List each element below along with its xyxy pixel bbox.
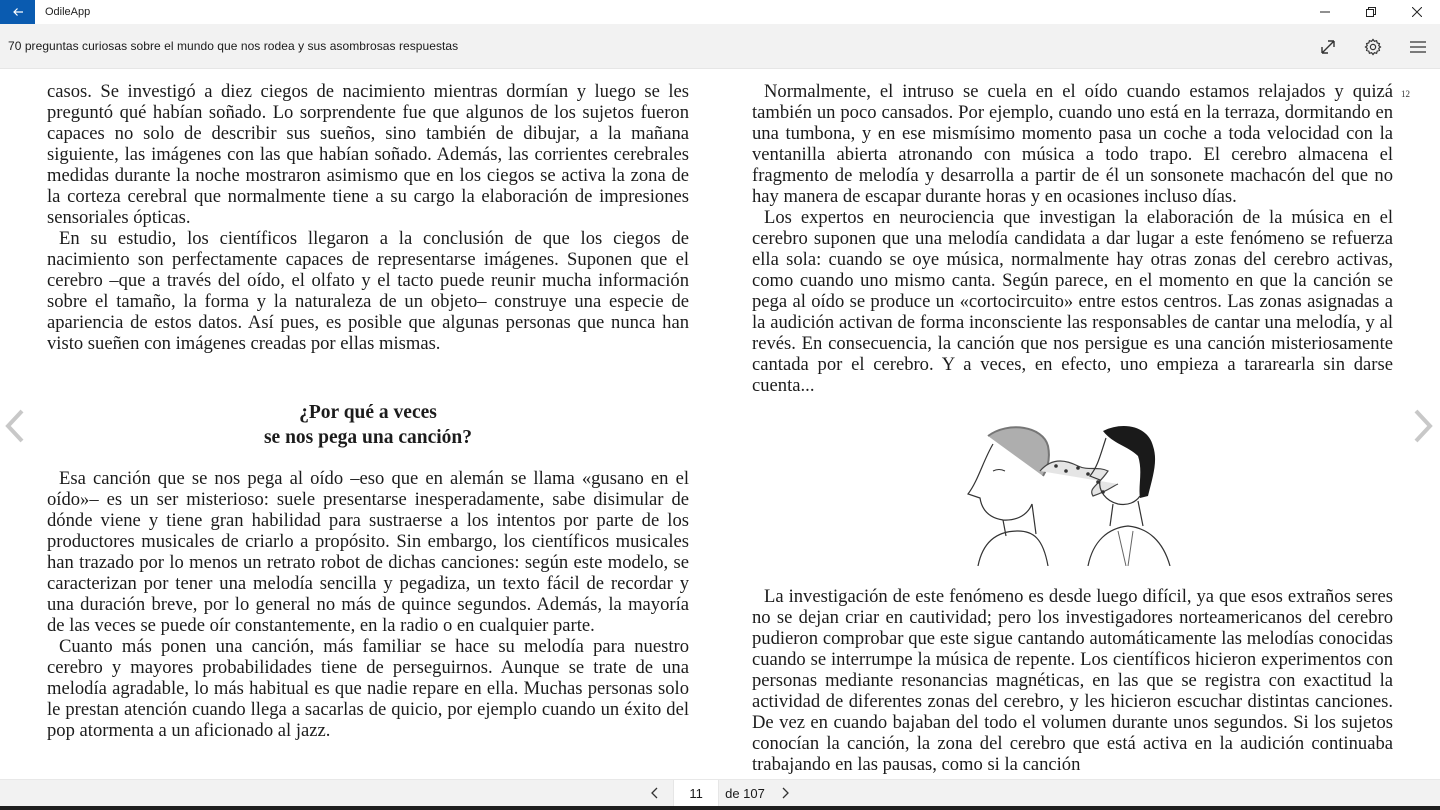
title-bar [0,0,1440,24]
back-arrow-icon [12,6,24,18]
back-button[interactable] [0,0,35,24]
pager [639,780,801,807]
toolbar-actions [1305,24,1440,69]
book-title: 70 preguntas curiosas sobre el mundo que nos rodea y sus asombrosas respuestas [8,39,459,53]
minimize-icon [1320,7,1330,17]
page-number: 12 [1401,89,1410,99]
previous-page-arrow[interactable] [0,406,30,446]
chevron-right-icon [782,787,790,799]
expand-diagonal-icon [1319,38,1337,56]
restore-icon [1366,7,1376,17]
fullscreen-button[interactable] [1305,24,1350,69]
toolbar [0,24,1440,69]
heading-line: se nos pega una canción? [263,427,473,448]
paragraph: Los expertos en neurociencia que investigan la elaboración de la música en el cerebro suponen que una melodía candidata a dar lugar a este fenómeno se refuerza ella sola: cuando se oye música, normalmente hay otras zonas del cerebro activas, como cuando uno mismo canta. Según parece, en el momento en que la canción se pega al oído se produce un «cortocircuito» entre estos centros. Las zonas asignadas a la audición activan de forma inconsciente las responsables de cantar una melodía, y al revés. En consecuencia, la canción que nos persigue es una canción misteriosamente cantada por el cerebro. Y a veces, en efecto, uno empieza a tararearla sin darse cuenta... [752,207,1393,396]
next-page-arrow[interactable] [1408,406,1438,446]
settings-button[interactable] [1350,24,1395,69]
paragraph: La investigación de este fenómeno es desde luego difícil, ya que esos extraños seres no se dejan criar en cautividad; pero los investigadores norteamericanos del cerebro pudieron comprobar que este sigue cantando automáticamente las melodías conocidas cuando se interrumpe la música de repente. Los científicos hicieron experimentos con personas mediante resonancias magnéticas, en las que se registra con exactitud la actividad de diferentes zonas del cerebro, y les hicieron escuchar distintas canciones. De vez en cuando bajaban del todo el volumen durante unos segundos. Si los sujetos conocían la canción, la zona del cerebro que está activa en la audición continuaba trabajando en las pausas, como si la canción [752,586,1393,775]
illustration-image [948,416,1198,566]
app-title: OdileApp [45,6,91,18]
chevron-left-icon [650,787,658,799]
page-number-input[interactable] [673,780,719,806]
menu-button[interactable] [1395,24,1440,69]
paragraph: Esa canción que se nos pega al oído –eso que en alemán se llama «gusano en el oído»– es un ser misterioso: suele presentarse inesperadamente, sabe disimular de dónde viene y tiene gran habilidad para sustraerse a los intentos por parte de los productores musicales de criarlo a propósito. Sin embargo, los científicos musicales han trazado por lo menos un retrato robot de dichas canciones: según este modelo, se caracterizan por tener una melodía sencilla y pegadiza, un texto fácil de recordar y una duración breve, por lo general no más de quince segundos. Además, la mayoría de las veces se puede oír constantemente, en la radio o en cualquier parte. [47,468,689,636]
pager-bar [0,779,1440,806]
gear-icon [1364,38,1382,56]
taskbar-edge [0,806,1440,810]
right-page [752,81,1393,775]
minimize-button[interactable] [1302,0,1348,24]
close-icon [1412,7,1422,17]
hamburger-icon [1409,38,1427,56]
close-button[interactable] [1394,0,1440,24]
reader-area [0,69,1440,779]
chevron-right-icon [1412,409,1434,443]
chevron-left-icon [4,409,26,443]
paragraph: casos. Se investigó a diez ciegos de nacimiento mientras dormían y luego se les preguntó qué habían soñado. Lo sorprendente fue que algunos de los sujetos fueron capaces no solo de describir sus sueños, sino también de dibujar, a la mañana siguiente, las imágenes con las que habían soñado. Además, las corrientes cerebrales medidas durante la noche mostraron asimismo que en los ciegos se activa la zona de la corteza cerebral que normalmente tiene a su cargo la elaboración de impresiones sensoriales ópticas. [47,81,689,228]
paragraph: En su estudio, los científicos llegaron a la conclusión de que los ciegos de nacimiento son perfectamente capaces de representarse imágenes. Suponen que el cerebro –que a través del oído, el olfato y el tacto puede reunir mucha información sobre el tamaño, la forma y la naturaleza de un objeto– construye una especie de apariencia de estos datos. Así pues, es posible que algunas personas que nunca han visto sueñen con imágenes creadas por ellas mismas. [47,228,689,354]
left-page [47,81,689,741]
window-controls [1302,0,1440,24]
next-page-button[interactable] [771,780,801,807]
page-total-label: de 107 [725,785,765,801]
paragraph: Cuanto más ponen una canción, más familiar se hace su melodía para nuestro cerebro y mayores probabilidades tiene de perseguirnos. Aunque se trate de una melodía agradable, lo más habitual es que nadie repare en ella. Muchas personas solo le prestan atención cuando llega a sacarlas de quicio, por ejemplo cuando un éxito del pop atormenta a un aficionado al jazz. [47,636,689,741]
restore-button[interactable] [1348,0,1394,24]
previous-page-button[interactable] [639,780,669,807]
paragraph: Normalmente, el intruso se cuela en el oído cuando estamos relajados y quizá también un poco cansados. Por ejemplo, cuando uno está en la terraza, dormitando en una tumbona, y en ese mismísimo momento pasa un coche a toda velocidad con la ventanilla abierta atronando con música a todo trapo. El cerebro almacena el fragmento de melodía y desarrolla a partir de él un sonsonete machacón del que no hay manera de escapar durante horas y en ocasiones incluso días. [752,81,1393,207]
heading-line: ¿Por qué a veces [299,402,437,423]
chapter-heading [47,400,689,450]
